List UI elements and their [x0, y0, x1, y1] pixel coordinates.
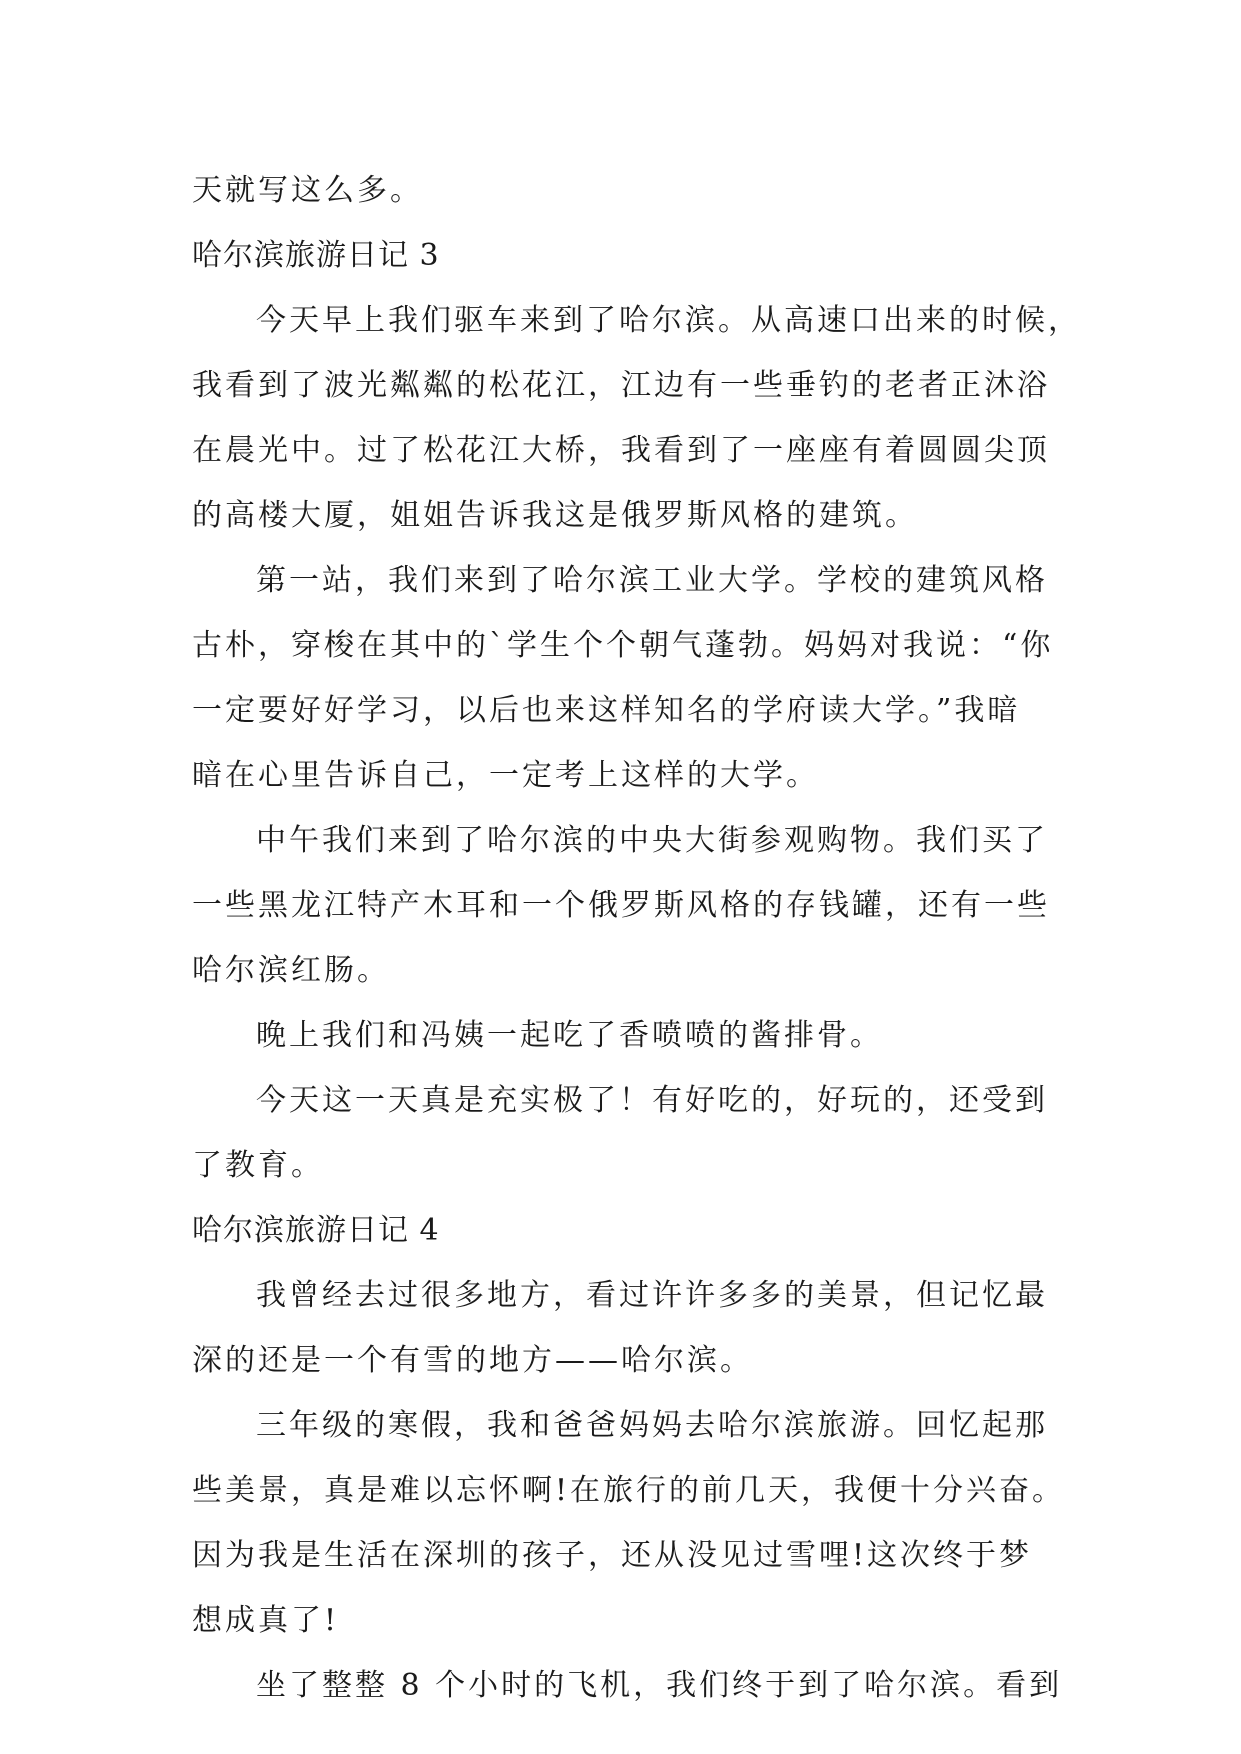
- paragraph-start: 晚上我们和冯姨一起吃了香喷喷的酱排骨。: [256, 1018, 883, 1053]
- paragraph-start: 今天这一天真是充实极了！有好吃的，好玩的，还受到: [256, 1083, 1048, 1118]
- document-body: [192, 158, 1092, 1718]
- text-line: 一些黑龙江特产木耳和一个俄罗斯风格的存钱罐，还有一些: [192, 888, 1050, 923]
- text-line: 的高楼大厦，姐姐告诉我这是俄罗斯风格的建筑。: [192, 498, 918, 533]
- paragraph-start: 第一站，我们来到了哈尔滨工业大学。学校的建筑风格: [256, 563, 1048, 598]
- paragraph-start: 三年级的寒假，我和爸爸妈妈去哈尔滨旅游。回忆起那: [256, 1408, 1048, 1443]
- text-line: 暗在心里告诉自己，一定考上这样的大学。: [192, 758, 819, 793]
- text-line: 深的还是一个有雪的地方——哈尔滨。: [192, 1343, 753, 1378]
- paragraph-start: 坐了整整 8 个小时的飞机，我们终于到了哈尔滨。看到: [256, 1668, 1063, 1703]
- diary-heading-4: 哈尔滨旅游日记 4: [192, 1213, 440, 1248]
- text-line: 天就写这么多。: [192, 173, 423, 208]
- paragraph-start: 我曾经去过很多地方，看过许许多多的美景，但记忆最: [256, 1278, 1048, 1313]
- text-line: 想成真了!: [192, 1603, 340, 1638]
- paragraph-start: 今天早上我们驱车来到了哈尔滨。从高速口出来的时候，: [256, 303, 1081, 338]
- text-line: 因为我是生活在深圳的孩子，还从没见过雪哩!这次终于梦: [192, 1538, 1033, 1573]
- text-line: 一定要好好学习，以后也来这样知名的学府读大学。”我暗: [192, 693, 1021, 728]
- paragraph-start: 中午我们来到了哈尔滨的中央大街参观购物。我们买了: [256, 823, 1048, 858]
- text-line: 了教育。: [192, 1148, 324, 1183]
- text-line: 些美景，真是难以忘怀啊!在旅行的前几天，我便十分兴奋。: [192, 1473, 1066, 1508]
- diary-heading-3: 哈尔滨旅游日记 3: [192, 238, 440, 273]
- text-line: 在晨光中。过了松花江大桥，我看到了一座座有着圆圆尖顶: [192, 433, 1050, 468]
- text-line: 哈尔滨红肠。: [192, 953, 390, 988]
- text-line: 我看到了波光粼粼的松花江，江边有一些垂钓的老者正沐浴: [192, 368, 1050, 403]
- text-line: 古朴，穿梭在其中的`学生个个朝气蓬勃。妈妈对我说：“你: [192, 628, 1054, 663]
